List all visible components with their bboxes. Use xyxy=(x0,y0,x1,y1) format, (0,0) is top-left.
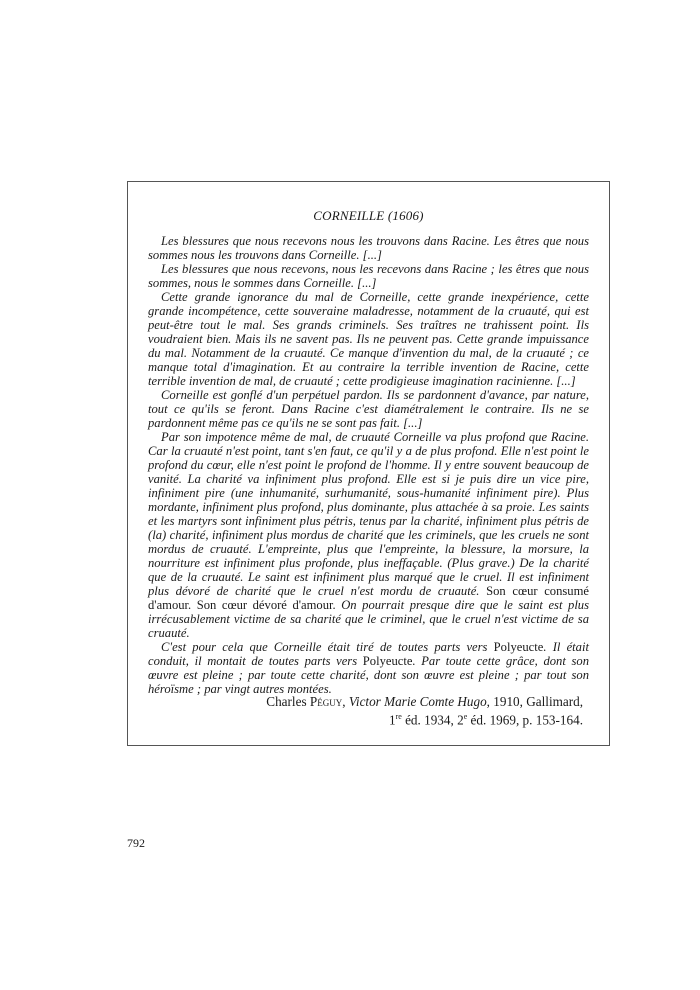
paragraph-6-c: . Il était conduit, il montait de toutes parts vers xyxy=(148,640,589,668)
edition-1-text: éd. 1934, xyxy=(401,712,458,728)
edition-2-number: 2 xyxy=(457,712,464,728)
paragraph-1: Les blessures que nous recevons nous les trouvons dans Racine. Les êtres que nous sommes nous les trouvons dans Corneille. [...] xyxy=(148,234,589,262)
page-number: 792 xyxy=(127,836,145,850)
paragraph-6-e: . Par toute cette grâce, dont son œuvre est pleine ; par toute cette charité, dont son œuvre est pleine ; par tout son héroïsme ; par vingt autres montées. xyxy=(148,654,589,696)
author-last: Péguy xyxy=(309,694,343,709)
edition-1-number: 1 xyxy=(388,712,396,728)
paragraph-4: Corneille est gonflé d'un perpétuel pardon. Ils se pardonnent d'avance, par nature, tout ce qu'ils se feront. Dans Racine c'est diamétralement le contraire. Ils ne se pardonnent même pas ce qu'ils ne se sont pas fait. [...] xyxy=(148,388,589,430)
paragraph-6-title-a: Polyeucte xyxy=(493,640,544,654)
paragraph-3: Cette grande ignorance du mal de Corneille, cette grande inexpérience, cette grande incompétence, cette souveraine maladresse, notamment de la cruauté, qui est peut-être tout le mal. Ses grands criminels. Ses traîtres ne trahissent point. Ils voudraient bien. Mais ils ne savent pas. Ils ne peuvent pas. Cette grande impuissance du mal. Notamment de la cruauté. Ce manque d'invention du mal, de la cruauté ; ce manque total d'imagination. Et au contraire la terrible invention de Racine, cette terrible invention de mal, de cruauté ; cette prodigieuse imagination racinienne. [...] xyxy=(148,290,589,388)
paragraph-5 xyxy=(148,430,589,640)
citation-details: , 1910, Gallimard, xyxy=(486,694,583,709)
section-title: CORNEILLE (1606) xyxy=(313,208,424,223)
citation xyxy=(266,694,583,727)
quote-box xyxy=(127,181,610,746)
edition-1-sup: re xyxy=(395,712,402,721)
quote-body xyxy=(148,234,589,696)
author-first: Charles xyxy=(266,694,310,709)
paragraph-5-roman: Son cœur consumé d'amour. Son cœur dévoré d'amour. xyxy=(148,584,589,612)
citation-sep: , xyxy=(342,694,349,709)
work-title: Victor Marie Comte Hugo xyxy=(348,694,487,709)
paragraph-6 xyxy=(148,640,589,696)
paragraph-5-italic-a: Par son impotence même de mal, de cruauté Corneille va plus profond que Racine. Car la cruauté n'est point, tant s'en faut, ce qu'il y a de plus profond. Elle n'est point le profond du cœur, elle n'est point le profond de l'homme. Il y entre souvent beaucoup de vanité. La charité va infiniment plus profond. Elle est si je puis dire un vice pire, infiniment pire (une inhumanité, surhumanité, sous-humanité infiniment pire). Plus mordante, infiniment plus profond, plus dominante, plus attachée à sa proie. Les saints et les martyrs sont infiniment plus pétris, tenus par la charité, infiniment plus pétris de (la) charité, infiniment plus mordus de charité que les criminels, que les cruels ne sont mordus de cruauté. L'empreinte, plus que l'empreinte, la blessure, la morsure, la nourriture est infiniment plus profonde, plus ineffaçable. (Plus grave.) De la charité que de la cruauté. Le saint est infiniment plus marqué que le cruel. Il est infiniment plus dévoré de charité que le cruel n'est mordu de cruauté. xyxy=(148,430,589,598)
edition-2-text: éd. 1969, p. 153-164. xyxy=(467,712,583,728)
paragraph-5-italic-b: On pourrait presque dire que le saint est plus irrécusablement victime de sa charité que le criminel, que le cruel n'est victime de sa cruauté. xyxy=(148,598,590,640)
paragraph-2: Les blessures que nous recevons, nous les recevons dans Racine ; les êtres que nous sommes, nous le sommes dans Corneille. [...] xyxy=(148,262,589,290)
edition-2-sup: e xyxy=(463,712,468,721)
paragraph-6-a: C'est pour cela que Corneille était tiré de toutes parts vers xyxy=(161,640,494,654)
paragraph-6-title-b: Polyeucte xyxy=(362,654,413,668)
citation-line-1 xyxy=(266,694,583,709)
citation-line-2 xyxy=(266,709,583,727)
